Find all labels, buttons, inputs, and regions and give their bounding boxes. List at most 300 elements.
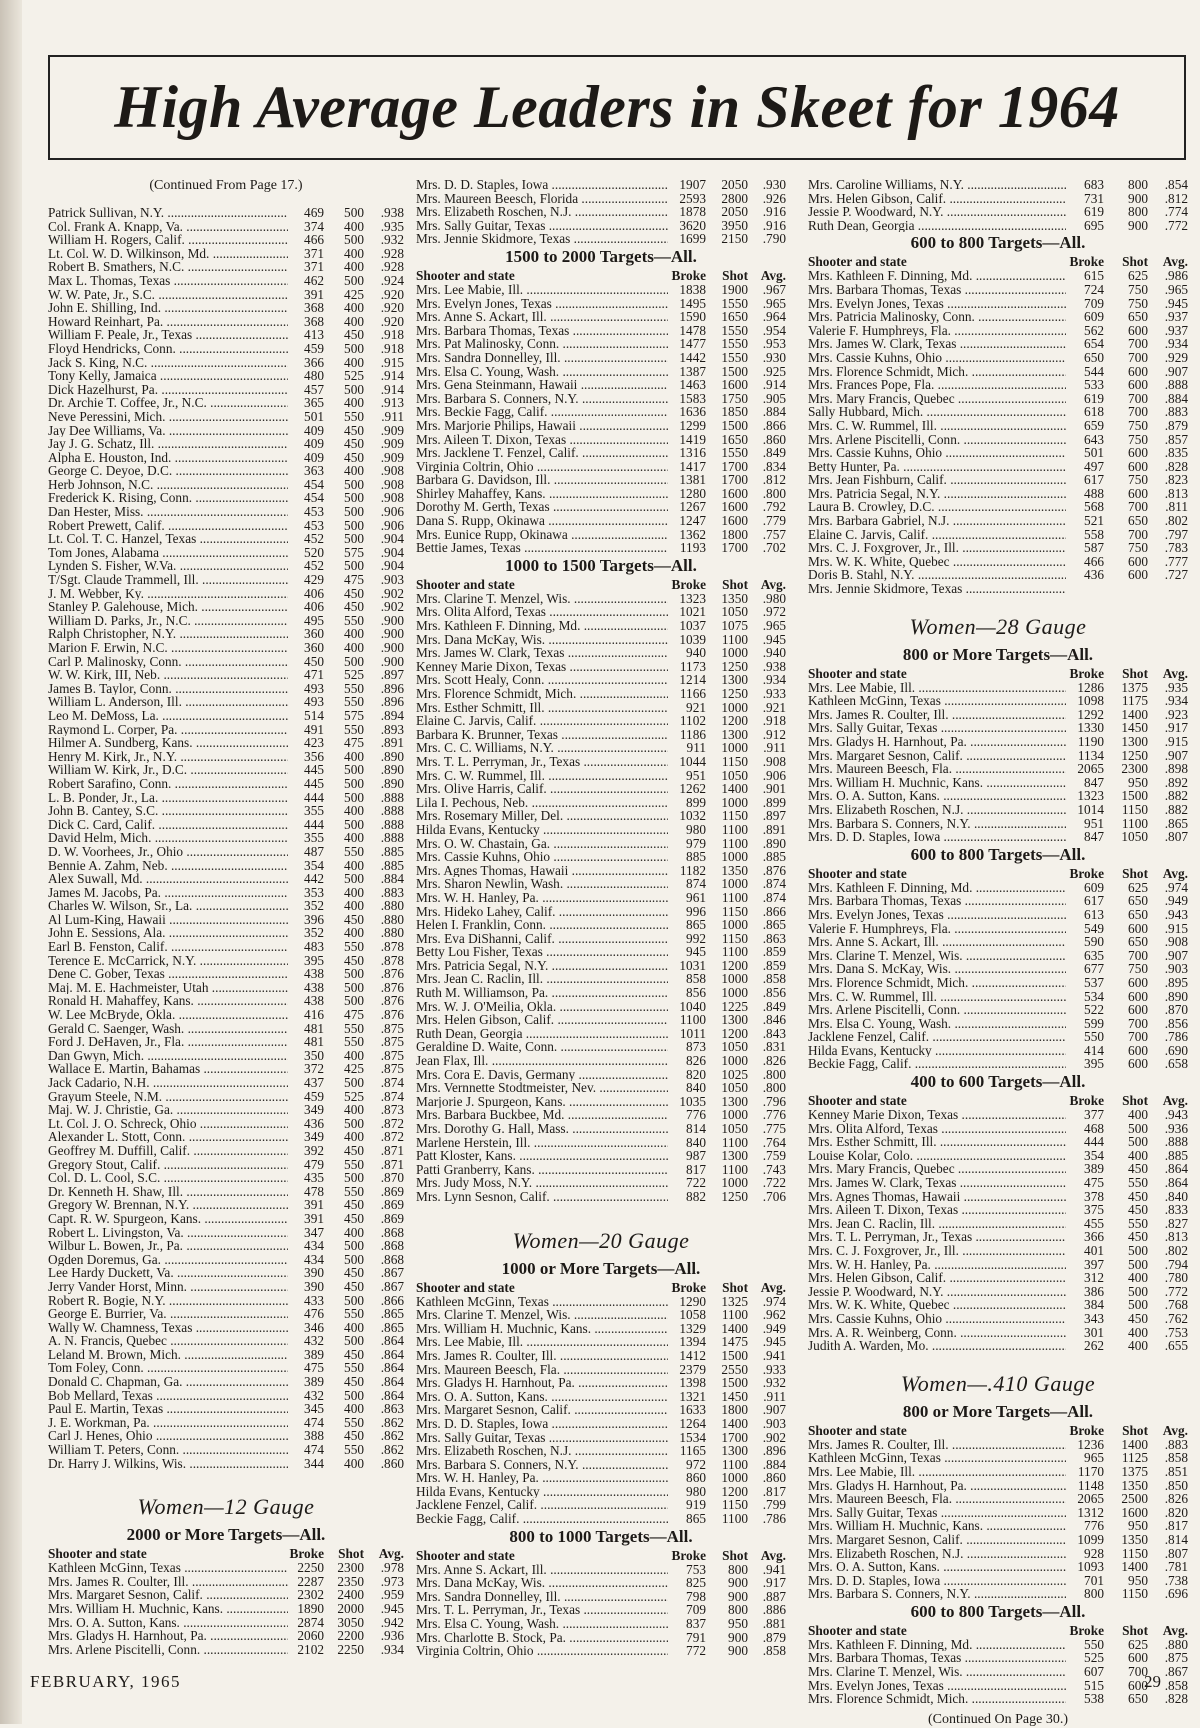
avg-value: .856 (762, 985, 786, 1001)
table-row (416, 1335, 786, 1349)
avg-value: .875 (380, 1034, 404, 1050)
broke-value: 550 (1084, 1029, 1104, 1045)
column-3 (808, 178, 1188, 1728)
shooter-name: Mrs. Arlene Piscitelli, Conn. ..... (808, 1003, 1066, 1017)
table-row (416, 528, 786, 542)
avg-value: .786 (1164, 1029, 1188, 1045)
shot-value: 1450 (1121, 720, 1148, 736)
table-row (48, 220, 404, 234)
broke-value: 434 (304, 1238, 324, 1254)
avg-value: .864 (380, 1346, 404, 1362)
shooter-name: Doris B. Stahl, N.Y. ..... (808, 568, 1066, 582)
shooter-name: Wallace E. Martin, Bahamas ..... (48, 1062, 288, 1076)
avg-value: .738 (1164, 1572, 1188, 1588)
shooter-name: Mrs. Anne S. Ackart, Ill. ..... (808, 935, 1066, 949)
shooter-name: Mrs. Sally Guitar, Texas ..... (808, 721, 1066, 735)
broke-value: 522 (1084, 1002, 1104, 1018)
shot-value: 600 (1128, 1056, 1148, 1072)
table-row (416, 1163, 786, 1177)
table-row (416, 986, 786, 1000)
table-row (808, 1285, 1188, 1299)
avg-value: .923 (1164, 706, 1188, 722)
shot-value: 1550 (721, 336, 748, 352)
avg-value: .914 (380, 381, 404, 397)
table-row (48, 342, 404, 356)
table-row (808, 962, 1188, 976)
shot-value: 425 (344, 1061, 364, 1077)
avg-value: .880 (380, 925, 404, 941)
shooter-name: Charles W. Wilson, Sr., La. ..... (48, 899, 288, 913)
men-list (48, 206, 404, 1470)
continued-list (808, 178, 1188, 232)
avg-value: .843 (762, 1025, 786, 1041)
table-row (48, 859, 404, 873)
broke-value: 352 (304, 898, 324, 914)
broke-value: 980 (686, 821, 706, 837)
shot-value: 400 (344, 857, 364, 873)
shooter-name: George C. Deyoe, D.C. ..... (48, 464, 288, 478)
shot-value: 700 (1128, 336, 1148, 352)
shot-value: 1300 (721, 1148, 748, 1164)
avg-value: .902 (380, 585, 404, 601)
broke-value: 865 (686, 917, 706, 933)
shooter-name: Valerie F. Humphreys, Fla. ..... (808, 324, 1066, 338)
shooter-name: David Helm, Mich. ..... (48, 831, 288, 845)
table-row (416, 1563, 786, 1577)
avg-value: .876 (380, 1007, 404, 1023)
broke-value: 776 (1084, 1518, 1104, 1534)
avg-value: .943 (1164, 1107, 1188, 1123)
broke-value: 1362 (679, 526, 706, 542)
table-row (48, 396, 404, 410)
avg-value: .900 (380, 626, 404, 642)
broke-value: 466 (304, 232, 324, 248)
broke-value: 480 (304, 368, 324, 384)
broke-value: 390 (304, 1278, 324, 1294)
broke-value: 353 (304, 884, 324, 900)
table-row (48, 804, 404, 818)
shooter-name: Mrs. Barbara Thomas, Texas ..... (808, 283, 1066, 297)
broke-value: 435 (304, 1170, 324, 1186)
table-row (416, 1403, 786, 1417)
broke-value: 701 (1084, 1572, 1104, 1588)
avg-value: .856 (1164, 1015, 1188, 1031)
avg-value: .867 (380, 1265, 404, 1281)
shooter-name: Mrs. Patricia Segal, N.Y. ..... (416, 959, 668, 973)
broke-value: 1039 (679, 631, 706, 647)
shot-value: 1600 (1121, 1504, 1148, 1520)
broke-value: 444 (304, 816, 324, 832)
table-row (808, 894, 1188, 908)
broke-value: 462 (304, 272, 324, 288)
broke-value: 961 (686, 889, 706, 905)
shooter-name: Dene C. Gober, Texas ..... (48, 967, 288, 981)
avg-value: .895 (1164, 974, 1188, 990)
shot-value: 1150 (721, 930, 748, 946)
shooter-name: Mrs. O. W. Chastain, Ga. ..... (416, 837, 668, 851)
table-row (808, 1587, 1188, 1601)
avg-value: .879 (1164, 417, 1188, 433)
shooter-name: Ruth Dean, Georgia ..... (416, 1027, 668, 1041)
shot-value: 400 (344, 1455, 364, 1471)
shot-value: 575 (344, 544, 364, 560)
table-row (808, 830, 1188, 844)
broke-value: 683 (1084, 177, 1104, 192)
header-broke: Broke (671, 576, 706, 592)
shot-value: 1100 (1121, 815, 1148, 831)
shot-value: 2250 (337, 1641, 364, 1657)
table-row (48, 627, 404, 641)
table-row (48, 1629, 404, 1643)
section-heading: 600 to 800 Targets—All. (910, 233, 1086, 253)
shot-value: 475 (344, 572, 364, 588)
shot-value: 500 (344, 816, 364, 832)
table-row (808, 555, 1188, 569)
table-row (416, 1108, 786, 1122)
table-row (808, 817, 1188, 831)
shot-value: 1250 (721, 686, 748, 701)
shot-value: 750 (1128, 431, 1148, 447)
broke-value: 654 (1084, 336, 1104, 352)
table-row (416, 1040, 786, 1054)
shot-value: 1325 (721, 1293, 748, 1309)
broke-value: 1387 (679, 363, 706, 379)
shooter-name: Robert B. Smathers, N.C. ..... (48, 260, 288, 274)
broke-value: 874 (686, 876, 706, 892)
broke-value: 501 (304, 408, 324, 424)
shooter-name: Maj. M. E. Hachmeister, Utah ..... (48, 981, 288, 995)
table-row (416, 755, 786, 769)
broke-value: 1100 (679, 1012, 706, 1028)
broke-value: 389 (1084, 1161, 1104, 1177)
table-row (808, 192, 1188, 206)
table-row (48, 1588, 404, 1602)
avg-value: .920 (380, 313, 404, 329)
avg-value: .942 (380, 1614, 404, 1630)
broke-value: 1021 (679, 604, 706, 620)
shooter-name: Mrs. Frances Pope, Fla. ..... (808, 378, 1066, 392)
broke-value: 397 (1084, 1256, 1104, 1272)
shooter-name: Bettie James, Texas ..... (416, 541, 668, 555)
broke-value: 987 (686, 1148, 706, 1164)
shot-value: 600 (1128, 1677, 1148, 1693)
shooter-name: Mrs. Elsa C. Young, Wash. ..... (808, 1017, 1066, 1031)
broke-value: 454 (304, 476, 324, 492)
table-row (416, 1458, 786, 1472)
broke-value: 453 (304, 504, 324, 520)
gauge-title: Women—.410 Gauge (900, 1370, 1096, 1396)
shooter-name: William H. Rogers, Calif. ..... (48, 233, 288, 247)
shooter-name: Mrs. Cora E. Davis, Germany ..... (416, 1068, 668, 1082)
avg-value: .871 (380, 1142, 404, 1158)
shooter-name: Mrs. Jean C. Raclin, Ill. ..... (808, 1217, 1066, 1231)
table-row (808, 1533, 1188, 1547)
avg-value: .907 (1164, 363, 1188, 379)
broke-value: 607 (1084, 1664, 1104, 1680)
avg-value: .941 (762, 1347, 786, 1363)
shot-value: 450 (344, 1346, 364, 1362)
shot-value: 800 (728, 1561, 748, 1577)
broke-value: 454 (304, 490, 324, 506)
table-row (808, 976, 1188, 990)
shooter-name: Mrs. James W. Clark, Texas ..... (808, 1176, 1066, 1190)
broke-value: 1058 (679, 1307, 706, 1323)
shooter-name: Mrs. Agnes Thomas, Hawaii ..... (416, 864, 668, 878)
avg-value: .702 (762, 540, 786, 556)
shot-value: 500 (1128, 1297, 1148, 1313)
broke-value: 349 (304, 1102, 324, 1118)
table-row (416, 932, 786, 946)
shooter-name: Dana S. Rupp, Okinawa ..... (416, 514, 668, 528)
shot-value: 550 (344, 1306, 364, 1322)
shot-value: 1500 (721, 363, 748, 379)
avg-value: .930 (762, 177, 786, 192)
avg-value: .876 (762, 862, 786, 878)
broke-value: 414 (1084, 1042, 1104, 1058)
broke-value: 476 (304, 1306, 324, 1322)
avg-value: .775 (762, 1121, 786, 1136)
shooter-name: Mrs. Gladys H. Harnhout, Pa. ..... (48, 1629, 288, 1643)
avg-value: .786 (762, 1511, 786, 1527)
shooter-name: Kathleen McGinn, Texas ..... (808, 694, 1066, 708)
shooter-name: Mrs. William H. Muchnic, Kans. ..... (808, 1519, 1066, 1533)
broke-value: 366 (304, 354, 324, 370)
shot-value: 600 (1128, 567, 1148, 583)
shooter-name: Mrs. Jennie Skidmore, Texas ..... (808, 582, 1066, 596)
table-row (48, 1643, 404, 1657)
broke-value: 413 (304, 327, 324, 343)
shot-value: 1750 (721, 390, 748, 406)
broke-value: 1134 (1077, 747, 1104, 763)
broke-value: 301 (1084, 1324, 1104, 1340)
shooter-name: Mrs. Helen Gibson, Calif. ..... (808, 1271, 1066, 1285)
shot-value: 1650 (721, 309, 748, 325)
avg-value: .899 (762, 794, 786, 810)
broke-value: 617 (1084, 472, 1104, 488)
shot-value: 450 (344, 1265, 364, 1281)
table-row (808, 881, 1188, 895)
shot-value: 1700 (721, 472, 748, 488)
table-row (808, 1217, 1188, 1231)
shooter-name: T/Sgt. Claude Trammell, Ill. ..... (48, 573, 288, 587)
avg-value: .888 (380, 803, 404, 819)
shot-value: 1050 (721, 1080, 748, 1096)
shooter-name: Ogden Doremus, Ga. ..... (48, 1253, 288, 1267)
avg-value: .914 (762, 377, 786, 393)
broke-value: 992 (686, 930, 706, 946)
avg-value: .864 (380, 1333, 404, 1349)
broke-value: 493 (304, 694, 324, 710)
avg-value: .820 (1164, 1504, 1188, 1520)
broke-value: 772 (686, 1643, 706, 1659)
table-row (416, 1190, 786, 1204)
table-row (48, 1457, 404, 1471)
broke-value: 1878 (679, 204, 706, 220)
shot-value: 950 (1128, 1518, 1148, 1534)
broke-value: 635 (1084, 947, 1104, 963)
shot-value: 550 (344, 1360, 364, 1376)
shooter-name: Mrs. Jacklene T. Fenzel, Calif. ..... (416, 446, 668, 460)
shot-value: 600 (1128, 988, 1148, 1004)
shooter-name: Lt. Col. W. D. Wilkinson, Md. ..... (48, 247, 288, 261)
broke-value: 481 (304, 1034, 324, 1050)
table-row (416, 972, 786, 986)
shot-value: 450 (344, 585, 364, 601)
broke-value: 1636 (679, 404, 706, 420)
shot-value: 550 (344, 1183, 364, 1199)
broke-value: 709 (1084, 295, 1104, 311)
table-row (48, 464, 404, 478)
avg-value: .926 (762, 190, 786, 206)
avg-value: .792 (762, 499, 786, 515)
shot-value: 1225 (721, 998, 748, 1014)
avg-value: .918 (762, 713, 786, 729)
broke-value: 391 (304, 286, 324, 302)
table-row (808, 446, 1188, 460)
shooter-name: Mrs. Dana S. McKay, Wis. ..... (808, 962, 1066, 976)
table-row (48, 410, 404, 424)
section-heading: 1500 to 2000 Targets—All. (505, 246, 697, 266)
table-row (416, 1431, 786, 1445)
shot-value: 400 (344, 313, 364, 329)
broke-value: 347 (304, 1224, 324, 1240)
shooter-name: Stanley P. Galehouse, Mich. ..... (48, 600, 288, 614)
shot-value: 1400 (721, 1320, 748, 1336)
broke-value: 345 (304, 1401, 324, 1417)
shot-value: 400 (344, 1102, 364, 1118)
broke-value: 534 (1084, 988, 1104, 1004)
table-row (48, 247, 404, 261)
shot-value: 750 (1128, 281, 1148, 297)
shot-value: 600 (1128, 445, 1148, 461)
shot-value: 1400 (721, 1415, 748, 1431)
shooter-name: Mrs. Anne S. Ackart, Ill. ..... (416, 1563, 668, 1577)
table-row (808, 1638, 1188, 1652)
shooter-name: William L. Anderson, Ill. ..... (48, 695, 288, 709)
broke-value: 1280 (679, 485, 706, 501)
avg-value: .917 (762, 1575, 786, 1591)
broke-value: 650 (1084, 349, 1104, 365)
table-row (48, 1035, 404, 1049)
shot-value: 700 (1128, 499, 1148, 515)
avg-value: .885 (380, 857, 404, 873)
shot-value: 400 (344, 218, 364, 234)
table-row (48, 1307, 404, 1321)
header-shot: Shot (722, 1547, 748, 1563)
header-shot: Shot (1122, 1422, 1148, 1438)
table-row (416, 1471, 786, 1485)
shooter-name: Mrs. D. D. Staples, Iowa ..... (416, 178, 668, 192)
table-row (48, 1171, 404, 1185)
broke-value: 409 (304, 422, 324, 438)
shot-value: 550 (344, 612, 364, 628)
table-row (416, 500, 786, 514)
section-heading: 800 to 1000 Targets—All. (509, 1526, 693, 1546)
shooter-name: Dick C. Card, Calif. ..... (48, 818, 288, 832)
broke-value: 826 (686, 1053, 706, 1069)
table-row (808, 1135, 1188, 1149)
table-row (416, 1444, 786, 1458)
shooter-name: Mrs. Jean C. Raclin, Ill. ..... (416, 972, 668, 986)
broke-value: 444 (1084, 1134, 1104, 1150)
broke-value: 1495 (679, 295, 706, 311)
shot-value: 1300 (721, 1012, 748, 1028)
table-row (416, 1013, 786, 1027)
shooter-name: Mrs. Dana McKay, Wis. ..... (416, 633, 668, 647)
shot-value: 500 (344, 504, 364, 520)
shot-value: 500 (344, 775, 364, 791)
broke-value: 1330 (1077, 720, 1104, 736)
avg-value: .891 (380, 735, 404, 751)
table-row (808, 708, 1188, 722)
broke-value: 491 (304, 721, 324, 737)
shooter-name: Mrs. Kathleen F. Dinning, Md. ..... (808, 269, 1066, 283)
shooter-name: Tom Jones, Alabama ..... (48, 546, 288, 560)
table-row (416, 283, 786, 297)
table-row (808, 405, 1188, 419)
table-row (808, 735, 1188, 749)
shooter-name: A. N. Francis, Quebec ..... (48, 1334, 288, 1348)
table-row (48, 1103, 404, 1117)
table-row (416, 1068, 786, 1082)
avg-value: .813 (1164, 485, 1188, 501)
avg-value: .811 (1165, 499, 1188, 515)
broke-value: 442 (304, 871, 324, 887)
shooter-name: Kenney Marie Dixon, Texas ..... (416, 660, 668, 674)
women-28-600-list (808, 881, 1188, 1071)
shot-value: 2300 (337, 1560, 364, 1576)
avg-value: .790 (762, 231, 786, 247)
shooter-name: Marjorie J. Spurgeon, Kans. ..... (416, 1095, 668, 1109)
shot-value: 600 (1128, 1042, 1148, 1058)
table-row (416, 1308, 786, 1322)
shooter-name: Mrs. Olita Alford, Texas ..... (808, 1122, 1066, 1136)
table-row (48, 1348, 404, 1362)
avg-value: .869 (380, 1210, 404, 1226)
broke-value: 613 (1084, 906, 1104, 922)
shot-value: 750 (1128, 295, 1148, 311)
shooter-name: Carl P. Malinosky, Conn. ..... (48, 655, 288, 669)
shot-value: 1025 (721, 1066, 748, 1082)
table-row (48, 424, 404, 438)
table-row (48, 546, 404, 560)
broke-value: 416 (304, 1007, 324, 1023)
shooter-name: Mrs. O. A. Sutton, Kans. ..... (416, 1390, 668, 1404)
avg-value: .834 (762, 458, 786, 474)
shooter-name: Mrs. James W. Clark, Texas ..... (808, 337, 1066, 351)
table-row (416, 310, 786, 324)
table-row (48, 1185, 404, 1199)
avg-value: .953 (762, 336, 786, 352)
broke-value: 368 (304, 300, 324, 316)
shooter-name: Mrs. Scott Healy, Conn. ..... (416, 673, 668, 687)
broke-value: 1633 (679, 1402, 706, 1418)
table-row (416, 1603, 786, 1617)
avg-value: .759 (762, 1148, 786, 1164)
avg-value: .864 (1164, 1175, 1188, 1191)
shooter-name: Virginia Coltrin, Ohio ..... (416, 1644, 668, 1658)
shot-value: 2550 (721, 1361, 748, 1377)
women-12-1000-list (416, 592, 786, 1204)
column-2 (416, 178, 786, 1658)
broke-value: 1170 (1077, 1463, 1104, 1479)
broke-value: 814 (686, 1121, 706, 1136)
broke-value: 1014 (1077, 801, 1104, 817)
shot-value: 650 (1128, 1691, 1148, 1707)
broke-value: 354 (304, 857, 324, 873)
table-row (808, 1312, 1188, 1326)
table-row (416, 392, 786, 406)
